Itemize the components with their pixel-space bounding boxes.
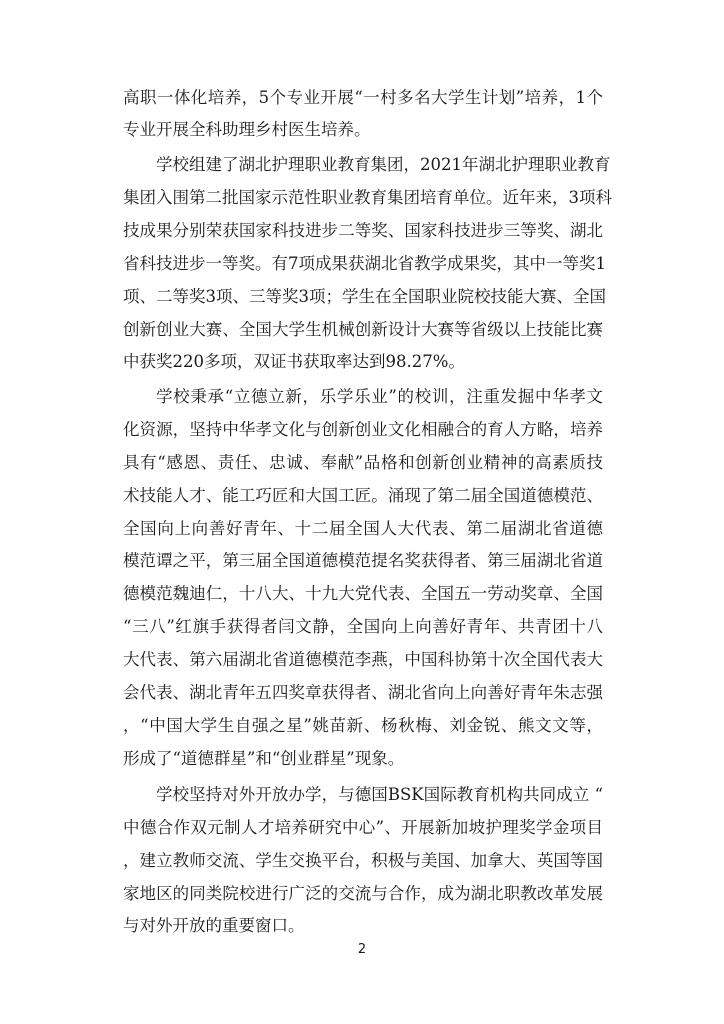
text-line: ，“中国大学生自强之星”姚苗新、杨秋梅、刘金锐、熊文文等， — [123, 716, 603, 735]
text-line: 学校秉承“立德立新，乐学乐业”的校训，注重发掘中华孝文 — [156, 387, 603, 406]
text-line: ，建立教师交流、学生交换平台，积极与美国、加拿大、英国等国 — [123, 851, 603, 870]
text-line: 家地区的同类院校进行广泛的交流与合作，成为湖北职教改革发展 — [123, 884, 603, 903]
text-line: 创新创业大赛、全国大学生机械创新设计大赛等省级以上技能比赛 — [123, 320, 603, 339]
text-line: 大代表、第六届湖北省道德模范李燕，中国科协第十次全国代表大 — [123, 650, 603, 669]
text-line: 与对外开放的重要窗口。 — [123, 916, 305, 935]
text-line: 省科技进步一等奖。有7项成果获湖北省教学成果奖，其中一等奖1 — [123, 254, 606, 273]
text-line: 学校组建了湖北护理职业教育集团，2021年湖北护理职业教育 — [156, 155, 611, 174]
text-line: 德模范魏迪仁，十八大、十九大党代表、全国五一劳动奖章、全国 — [123, 584, 603, 603]
text-line: 高职一体化培养，5个专业开展“一村多名大学生计划”培养，1个 — [123, 88, 603, 107]
text-line: 技成果分别荣获国家科技进步二等奖、国家科技进步三等奖、湖北 — [123, 221, 603, 240]
text-line: 项、二等奖3项、三等奖3项；学生在全国职业院校技能大赛、全国 — [123, 287, 606, 306]
text-line: 化资源，坚持中华孝文化与创新创业文化相融合的育人方略，培养 — [123, 420, 603, 439]
text-line: “三八”红旗手获得者闫文静，全国向上向善好青年、共青团十八 — [123, 617, 603, 636]
text-line: 学校坚持对外开放办学，与德国BSK国际教育机构共同成立 “ — [156, 785, 603, 804]
text-line: 模范谭之平，第三届全国道德模范提名奖获得者、第三届湖北省道 — [123, 551, 603, 570]
text-line: 全国向上向善好青年、十二届全国人大代表、第二届湖北省道德 — [123, 519, 603, 538]
text-line: 术技能人才、能工巧匠和大国工匠。涌现了第二届全国道德模范、 — [123, 486, 603, 505]
text-line: 形成了“道德群星”和“创业群星”现象。 — [123, 749, 405, 768]
text-line: 中德合作双元制人才培养研究中心”、开展新加坡护理奖学金项目 — [123, 818, 603, 837]
text-line: 具有“感恩、责任、忠诚、奉献”品格和创新创业精神的高素质技 — [123, 453, 603, 472]
text-line: 专业开展全科助理乡村医生培养。 — [123, 120, 371, 139]
page-number: 2 — [357, 942, 367, 957]
text-line: 会代表、湖北青年五四奖章获得者、湖北省向上向善好青年朱志强 — [123, 683, 603, 702]
text-line: 集团入围第二批国家示范性职业教育集团培育单位。近年来，3项科 — [123, 188, 612, 207]
text-line: 中获奖220多项，双证书获取率达到98.27%。 — [123, 352, 465, 371]
